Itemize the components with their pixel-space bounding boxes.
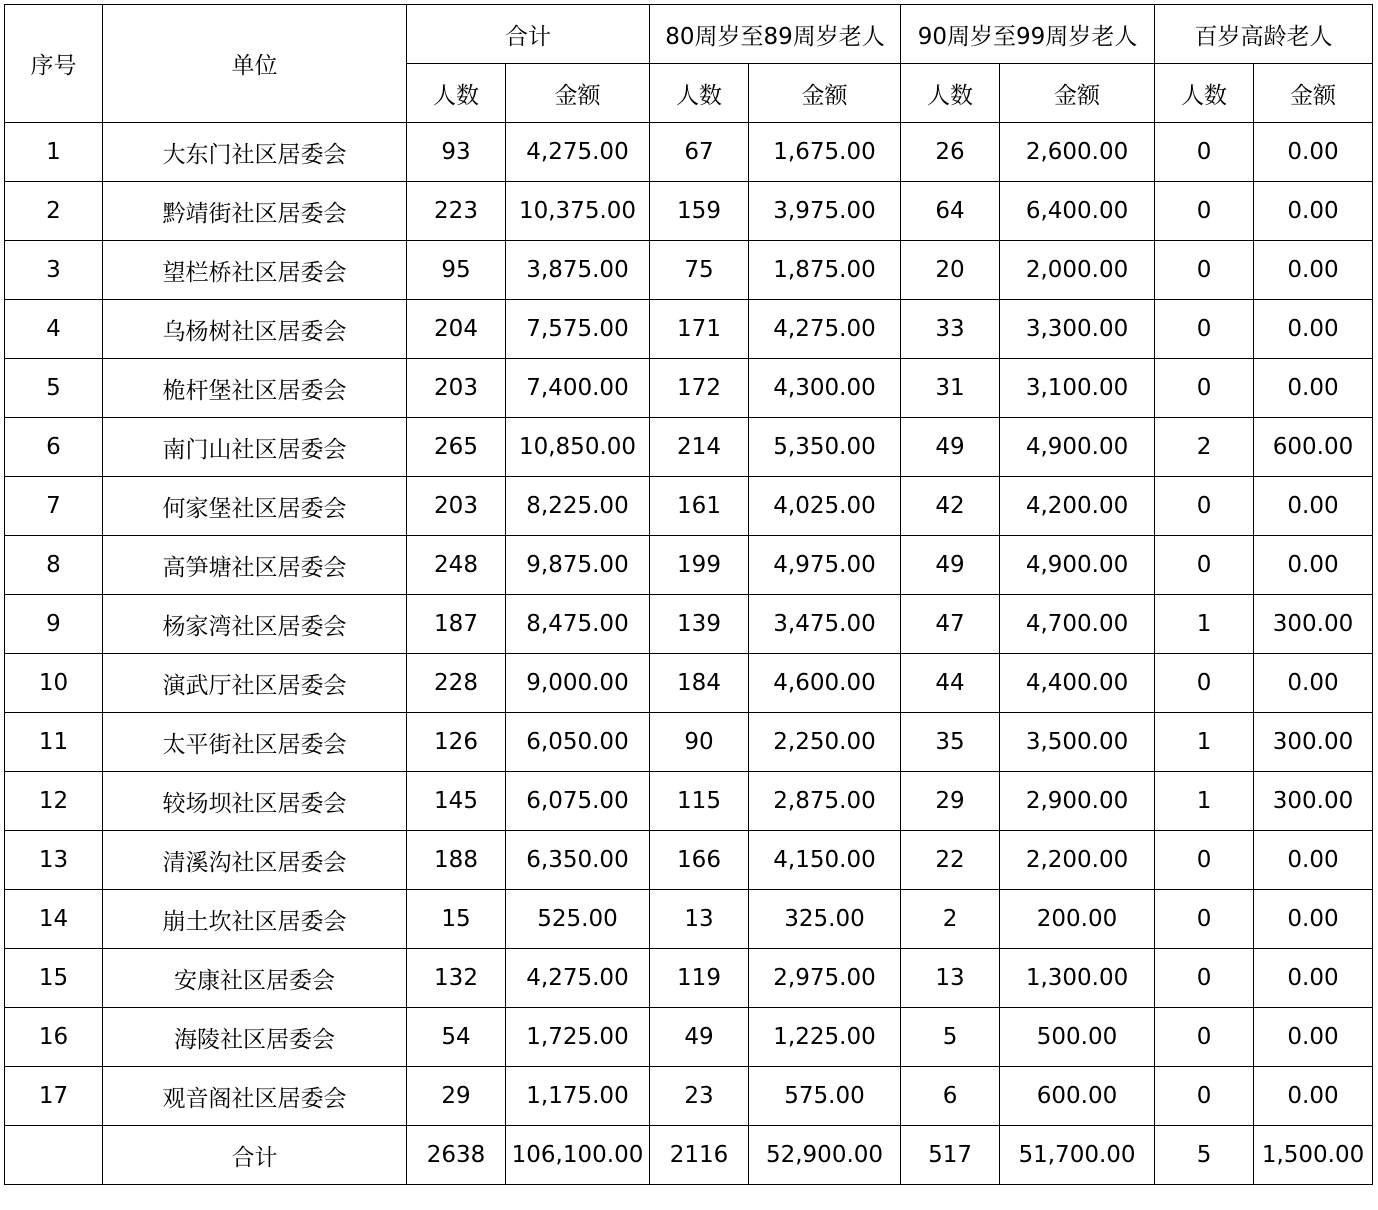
total-count-90-99-cell: 517 (901, 1126, 1000, 1185)
amount-centenarian-cell: 600.00 (1254, 418, 1373, 477)
total-seq-cell (5, 1126, 103, 1185)
total-amount-80-89-cell: 52,900.00 (749, 1126, 901, 1185)
amount-90-99-cell: 600.00 (1000, 1067, 1155, 1126)
table-row (5, 300, 1373, 359)
amount-centenarian-cell: 0.00 (1254, 300, 1373, 359)
count-centenarian-cell: 0 (1155, 359, 1254, 418)
total-amount-cell: 10,375.00 (506, 182, 650, 241)
seq-cell: 15 (5, 949, 103, 1008)
amount-centenarian-cell: 0.00 (1254, 477, 1373, 536)
table-row (5, 359, 1373, 418)
header-seq: 序号 (5, 5, 103, 123)
seq-cell: 9 (5, 595, 103, 654)
total-amount-cell: 10,850.00 (506, 418, 650, 477)
table-row (5, 418, 1373, 477)
table-row (5, 654, 1373, 713)
table-row (5, 949, 1373, 1008)
count-centenarian-cell: 1 (1155, 713, 1254, 772)
total-count-cell: 228 (407, 654, 506, 713)
seq-cell: 12 (5, 772, 103, 831)
total-count-cell: 54 (407, 1008, 506, 1067)
amount-80-89-cell: 4,600.00 (749, 654, 901, 713)
amount-80-89-cell: 4,025.00 (749, 477, 901, 536)
count-centenarian-cell: 0 (1155, 890, 1254, 949)
total-count-80-89-cell: 2116 (650, 1126, 749, 1185)
unit-cell: 清溪沟社区居委会 (103, 831, 407, 890)
count-90-99-cell: 20 (901, 241, 1000, 300)
amount-90-99-cell: 1,300.00 (1000, 949, 1155, 1008)
seq-cell: 7 (5, 477, 103, 536)
total-count-cell: 204 (407, 300, 506, 359)
amount-80-89-cell: 325.00 (749, 890, 901, 949)
amount-centenarian-cell: 0.00 (1254, 182, 1373, 241)
total-amount-cell: 9,875.00 (506, 536, 650, 595)
header-count: 人数 (650, 64, 749, 123)
total-amount-cell: 1,175.00 (506, 1067, 650, 1126)
amount-centenarian-cell: 0.00 (1254, 1067, 1373, 1126)
amount-centenarian-cell: 0.00 (1254, 241, 1373, 300)
header-amount: 金额 (1254, 64, 1373, 123)
count-80-89-cell: 90 (650, 713, 749, 772)
total-count-cell: 188 (407, 831, 506, 890)
unit-cell: 高笋塘社区居委会 (103, 536, 407, 595)
seq-cell: 8 (5, 536, 103, 595)
count-centenarian-cell: 0 (1155, 241, 1254, 300)
unit-cell: 海陵社区居委会 (103, 1008, 407, 1067)
count-90-99-cell: 13 (901, 949, 1000, 1008)
total-count-cell: 29 (407, 1067, 506, 1126)
count-centenarian-cell: 0 (1155, 1067, 1254, 1126)
count-centenarian-cell: 1 (1155, 595, 1254, 654)
count-80-89-cell: 115 (650, 772, 749, 831)
count-80-89-cell: 161 (650, 477, 749, 536)
unit-cell: 桅杆堡社区居委会 (103, 359, 407, 418)
seq-cell: 14 (5, 890, 103, 949)
total-count-cell: 203 (407, 477, 506, 536)
amount-centenarian-cell: 0.00 (1254, 949, 1373, 1008)
amount-90-99-cell: 4,900.00 (1000, 418, 1155, 477)
header-group-90-99: 90周岁至99周岁老人 (901, 5, 1155, 64)
unit-cell: 黔靖街社区居委会 (103, 182, 407, 241)
table-row (5, 890, 1373, 949)
amount-80-89-cell: 2,975.00 (749, 949, 901, 1008)
header-amount: 金额 (749, 64, 901, 123)
count-90-99-cell: 64 (901, 182, 1000, 241)
table-row (5, 1067, 1373, 1126)
amount-centenarian-cell: 300.00 (1254, 713, 1373, 772)
count-centenarian-cell: 0 (1155, 536, 1254, 595)
total-amount-cell: 1,725.00 (506, 1008, 650, 1067)
total-count-cell: 265 (407, 418, 506, 477)
amount-80-89-cell: 575.00 (749, 1067, 901, 1126)
count-90-99-cell: 49 (901, 418, 1000, 477)
table-row (5, 831, 1373, 890)
amount-90-99-cell: 4,900.00 (1000, 536, 1155, 595)
count-centenarian-cell: 0 (1155, 477, 1254, 536)
table-body (5, 123, 1373, 1185)
amount-80-89-cell: 1,875.00 (749, 241, 901, 300)
total-count-cell: 223 (407, 182, 506, 241)
table-row (5, 241, 1373, 300)
amount-80-89-cell: 5,350.00 (749, 418, 901, 477)
unit-cell: 大东门社区居委会 (103, 123, 407, 182)
amount-90-99-cell: 3,300.00 (1000, 300, 1155, 359)
unit-cell: 太平街社区居委会 (103, 713, 407, 772)
total-count-cell: 93 (407, 123, 506, 182)
total-count-cell: 203 (407, 359, 506, 418)
count-80-89-cell: 119 (650, 949, 749, 1008)
count-90-99-cell: 49 (901, 536, 1000, 595)
amount-80-89-cell: 4,300.00 (749, 359, 901, 418)
count-80-89-cell: 67 (650, 123, 749, 182)
amount-centenarian-cell: 0.00 (1254, 123, 1373, 182)
amount-90-99-cell: 3,500.00 (1000, 713, 1155, 772)
unit-cell: 南门山社区居委会 (103, 418, 407, 477)
amount-centenarian-cell: 0.00 (1254, 359, 1373, 418)
count-90-99-cell: 6 (901, 1067, 1000, 1126)
total-amount-cell: 6,050.00 (506, 713, 650, 772)
count-80-89-cell: 172 (650, 359, 749, 418)
count-90-99-cell: 33 (901, 300, 1000, 359)
table-row (5, 123, 1373, 182)
amount-80-89-cell: 4,975.00 (749, 536, 901, 595)
table-row (5, 1008, 1373, 1067)
seq-cell: 10 (5, 654, 103, 713)
amount-centenarian-cell: 0.00 (1254, 890, 1373, 949)
unit-cell: 杨家湾社区居委会 (103, 595, 407, 654)
table-row (5, 595, 1373, 654)
table-row (5, 772, 1373, 831)
count-centenarian-cell: 0 (1155, 123, 1254, 182)
amount-centenarian-cell: 0.00 (1254, 1008, 1373, 1067)
header-group-centenarian: 百岁高龄老人 (1155, 5, 1373, 64)
amount-90-99-cell: 2,900.00 (1000, 772, 1155, 831)
header-amount: 金额 (506, 64, 650, 123)
amount-90-99-cell: 6,400.00 (1000, 182, 1155, 241)
count-centenarian-cell: 0 (1155, 654, 1254, 713)
header-group-80-89: 80周岁至89周岁老人 (650, 5, 901, 64)
table-row (5, 182, 1373, 241)
header-count: 人数 (1155, 64, 1254, 123)
total-unit-cell: 合计 (103, 1126, 407, 1185)
amount-centenarian-cell: 0.00 (1254, 831, 1373, 890)
count-centenarian-cell: 0 (1155, 949, 1254, 1008)
total-amount-cell: 9,000.00 (506, 654, 650, 713)
count-90-99-cell: 35 (901, 713, 1000, 772)
total-count-centenarian-cell: 5 (1155, 1126, 1254, 1185)
count-centenarian-cell: 0 (1155, 1008, 1254, 1067)
amount-80-89-cell: 1,225.00 (749, 1008, 901, 1067)
total-count-cell: 248 (407, 536, 506, 595)
count-80-89-cell: 171 (650, 300, 749, 359)
count-90-99-cell: 22 (901, 831, 1000, 890)
count-centenarian-cell: 0 (1155, 831, 1254, 890)
total-count-cell: 126 (407, 713, 506, 772)
count-centenarian-cell: 2 (1155, 418, 1254, 477)
count-80-89-cell: 75 (650, 241, 749, 300)
seq-cell: 16 (5, 1008, 103, 1067)
amount-centenarian-cell: 300.00 (1254, 595, 1373, 654)
seq-cell: 13 (5, 831, 103, 890)
unit-cell: 演武厅社区居委会 (103, 654, 407, 713)
count-90-99-cell: 31 (901, 359, 1000, 418)
total-amount-cell: 7,400.00 (506, 359, 650, 418)
subsidy-table (4, 4, 1373, 1185)
amount-90-99-cell: 500.00 (1000, 1008, 1155, 1067)
count-80-89-cell: 166 (650, 831, 749, 890)
amount-90-99-cell: 2,600.00 (1000, 123, 1155, 182)
count-80-89-cell: 49 (650, 1008, 749, 1067)
unit-cell: 观音阁社区居委会 (103, 1067, 407, 1126)
unit-cell: 崩土坎社区居委会 (103, 890, 407, 949)
amount-80-89-cell: 2,250.00 (749, 713, 901, 772)
amount-90-99-cell: 2,200.00 (1000, 831, 1155, 890)
total-count-cell: 15 (407, 890, 506, 949)
seq-cell: 4 (5, 300, 103, 359)
amount-90-99-cell: 200.00 (1000, 890, 1155, 949)
table-row (5, 713, 1373, 772)
total-amount-cell: 3,875.00 (506, 241, 650, 300)
count-80-89-cell: 184 (650, 654, 749, 713)
unit-cell: 乌杨树社区居委会 (103, 300, 407, 359)
seq-cell: 11 (5, 713, 103, 772)
table-header (5, 5, 1373, 123)
amount-80-89-cell: 3,975.00 (749, 182, 901, 241)
amount-90-99-cell: 4,200.00 (1000, 477, 1155, 536)
table-row (5, 536, 1373, 595)
total-total-count-cell: 2638 (407, 1126, 506, 1185)
header-group-total: 合计 (407, 5, 650, 64)
total-amount-centenarian-cell: 1,500.00 (1254, 1126, 1373, 1185)
count-centenarian-cell: 0 (1155, 182, 1254, 241)
seq-cell: 5 (5, 359, 103, 418)
header-amount: 金额 (1000, 64, 1155, 123)
amount-90-99-cell: 3,100.00 (1000, 359, 1155, 418)
total-amount-cell: 6,075.00 (506, 772, 650, 831)
amount-80-89-cell: 4,275.00 (749, 300, 901, 359)
count-80-89-cell: 13 (650, 890, 749, 949)
count-80-89-cell: 23 (650, 1067, 749, 1126)
amount-90-99-cell: 4,400.00 (1000, 654, 1155, 713)
count-90-99-cell: 47 (901, 595, 1000, 654)
total-amount-cell: 4,275.00 (506, 949, 650, 1008)
amount-centenarian-cell: 0.00 (1254, 654, 1373, 713)
amount-90-99-cell: 4,700.00 (1000, 595, 1155, 654)
total-count-cell: 132 (407, 949, 506, 1008)
amount-80-89-cell: 2,875.00 (749, 772, 901, 831)
count-90-99-cell: 2 (901, 890, 1000, 949)
total-amount-cell: 8,475.00 (506, 595, 650, 654)
total-count-cell: 145 (407, 772, 506, 831)
amount-80-89-cell: 4,150.00 (749, 831, 901, 890)
total-amount-cell: 7,575.00 (506, 300, 650, 359)
seq-cell: 3 (5, 241, 103, 300)
count-90-99-cell: 26 (901, 123, 1000, 182)
count-80-89-cell: 139 (650, 595, 749, 654)
count-90-99-cell: 29 (901, 772, 1000, 831)
amount-80-89-cell: 1,675.00 (749, 123, 901, 182)
total-amount-cell: 525.00 (506, 890, 650, 949)
seq-cell: 17 (5, 1067, 103, 1126)
total-count-cell: 187 (407, 595, 506, 654)
seq-cell: 6 (5, 418, 103, 477)
total-amount-cell: 4,275.00 (506, 123, 650, 182)
count-90-99-cell: 44 (901, 654, 1000, 713)
seq-cell: 1 (5, 123, 103, 182)
count-80-89-cell: 159 (650, 182, 749, 241)
seq-cell: 2 (5, 182, 103, 241)
count-90-99-cell: 42 (901, 477, 1000, 536)
amount-centenarian-cell: 300.00 (1254, 772, 1373, 831)
unit-cell: 何家堡社区居委会 (103, 477, 407, 536)
header-count: 人数 (407, 64, 506, 123)
total-count-cell: 95 (407, 241, 506, 300)
header-unit: 单位 (103, 5, 407, 123)
table-row (5, 477, 1373, 536)
unit-cell: 较场坝社区居委会 (103, 772, 407, 831)
total-amount-cell: 8,225.00 (506, 477, 650, 536)
unit-cell: 望栏桥社区居委会 (103, 241, 407, 300)
amount-80-89-cell: 3,475.00 (749, 595, 901, 654)
total-total-amount-cell: 106,100.00 (506, 1126, 650, 1185)
total-amount-90-99-cell: 51,700.00 (1000, 1126, 1155, 1185)
count-80-89-cell: 214 (650, 418, 749, 477)
total-amount-cell: 6,350.00 (506, 831, 650, 890)
header-count: 人数 (901, 64, 1000, 123)
count-centenarian-cell: 1 (1155, 772, 1254, 831)
amount-centenarian-cell: 0.00 (1254, 536, 1373, 595)
unit-cell: 安康社区居委会 (103, 949, 407, 1008)
amount-90-99-cell: 2,000.00 (1000, 241, 1155, 300)
count-80-89-cell: 199 (650, 536, 749, 595)
count-90-99-cell: 5 (901, 1008, 1000, 1067)
count-centenarian-cell: 0 (1155, 300, 1254, 359)
total-row (5, 1126, 1373, 1185)
